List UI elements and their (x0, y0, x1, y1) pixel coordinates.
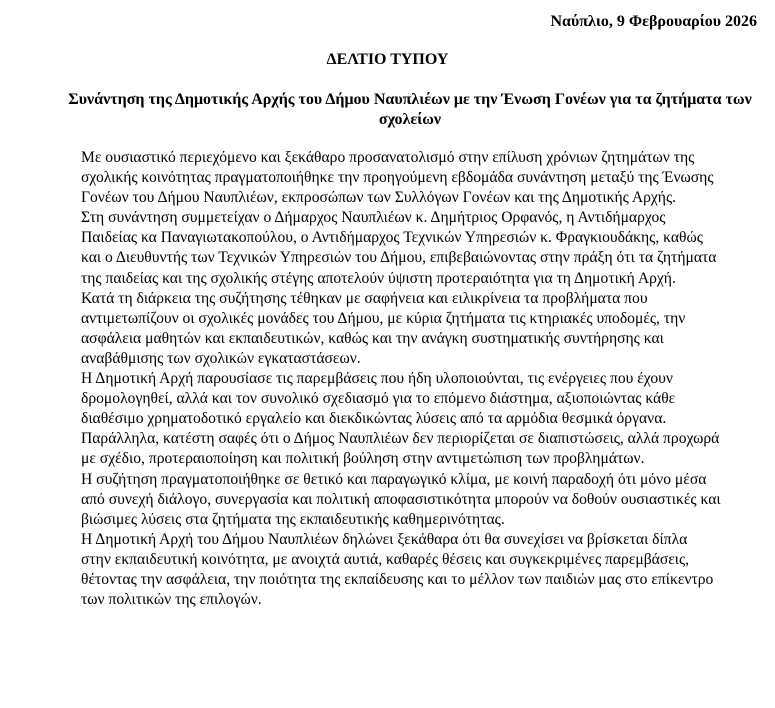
body-paragraph: Κατά τη διάρκεια της συζήτησης τέθηκαν με σαφήνεια και ειλικρίνεια τα προβλήματα που αντιμετωπίζουν οι σχολικές μονάδες του Δήμου, με κύρια ζητήματα τις κτηριακές υποδομές, την ασφάλεια μαθητών και εκπαιδευτικών, καθώς και την ανάγκη συστηματικής συντήρησης και αναβάθμισης των σχολικών εγκαταστάσεων. (81, 289, 686, 367)
press-release-date: Ναύπλιο, 9 Φεβρουαρίου 2026 (550, 13, 757, 30)
press-release-body (81, 148, 721, 610)
press-release-headline: Συνάντηση της Δημοτικής Αρχής του Δήμου Ναυπλιέων με την Ένωση Γονέων για τα ζητήματα των σχολείων (68, 91, 752, 128)
body-paragraph: Η Δημοτική Αρχή παρουσίασε τις παρεμβάσεις που ήδη υλοποιούνται, τις ενέργειες που έχουν δρομολογηθεί, αλλά και τον συνολικό σχεδιασμό για το επόμενο διάστημα, αξιοποιώντας κάθε διαθέσιμο χρηματοδοτικό εργαλείο και διεκδικώντας λύσεις από τα αρμόδια θεσμικά όργανα. Παράλληλα, κατέστη σαφές ότι ο Δήμος Ναυπλιέων δεν περιορίζεται σε διαπιστώσεις, αλλά προχωρά με σχέδιο, προτεραιοποίηση και πολιτική βούληση στην αντιμετώπιση των προβλημάτων. (81, 370, 720, 468)
document-type-heading: ΔΕΛΤΙΟ ΤΥΠΟΥ (326, 51, 449, 68)
body-paragraph: Η Δημοτική Αρχή του Δήμου Ναυπλιέων δηλώνει ξεκάθαρα ότι θα συνεχίσει να βρίσκεται δίπλα στην εκπαιδευτική κοινότητα, με ανοιχτά αυτιά, καθαρές θέσεις και συγκεκριμένες παρεμβάσεις, θέτοντας την ασφάλεια, την ποιότητα της εκπαίδευσης και το μέλλον των παιδιών μας στο επίκεντρο των πολιτικών της επιλογών. (81, 530, 714, 609)
body-paragraph: Η συζήτηση πραγματοποιήθηκε σε θετικό και παραγωγικό κλίμα, με κοινή παραδοχή ότι μόνο μέσα από συνεχή διάλογο, συνεργασία και πολιτική αποφασιστικότητα μπορούν να δοθούν ουσιαστικές και βιώσιμες λύσεις στα ζητήματα της εκπαιδευτικής καθημερινότητας. (81, 470, 721, 528)
body-paragraph: Με ουσιαστικό περιεχόμενο και ξεκάθαρο προσανατολισμό στην επίλυση χρόνιων ζητημάτων της σχολικής κοινότητας πραγματοποιήθηκε την προηγούμενη εβδομάδα συνάντηση μεταξύ της Ένωσης Γονέων του Δήμου Ναυπλιέων, εκπροσώπων των Συλλόγων Γονέων και της Δημοτικής Αρχής. (81, 149, 714, 207)
body-paragraph: Στη συνάντηση συμμετείχαν ο Δήμαρχος Ναυπλιέων κ. Δημήτριος Ορφανός, η Αντιδήμαρχος Παιδείας κα Παναγιωτακοπούλου, ο Αντιδήμαρχος Τεχνικών Υπηρεσιών κ. Φραγκιουδάκης, καθώς και ο Διευθυντής των Τεχνικών Υπηρεσιών του Δήμου, επιβεβαιώνοντας στην πράξη ότι τα ζητήματα της παιδείας και της σχολικής στέγης αποτελούν ύψιστη προτεραιότητα για τη Δημοτική Αρχή. (81, 209, 717, 287)
